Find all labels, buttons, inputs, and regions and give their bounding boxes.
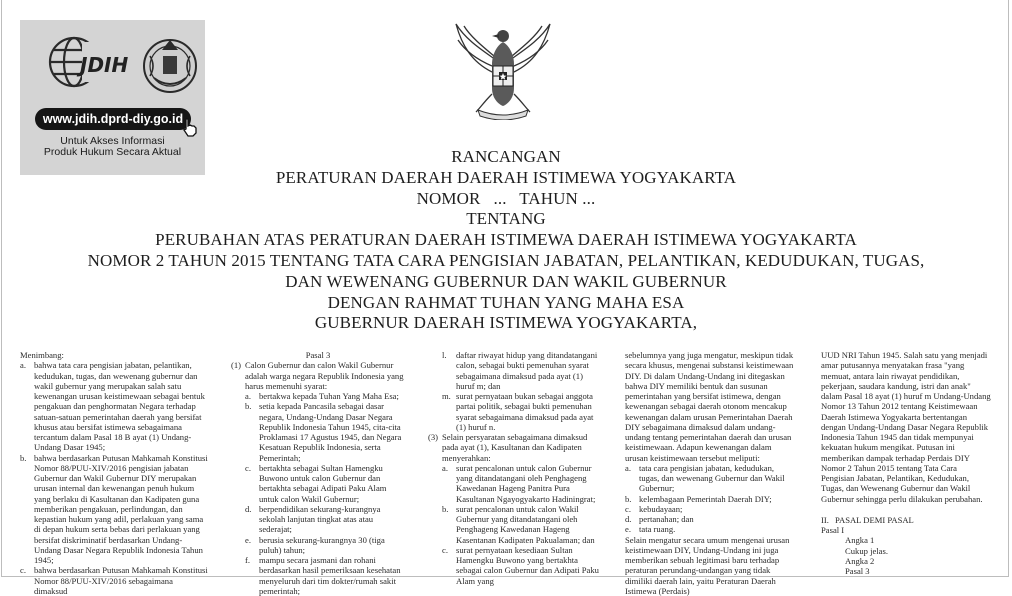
badge-caption-line1: Untuk Akses Informasi	[20, 136, 205, 147]
persyaratan-ayat-3: (3) Selain persyaratan sebagaimana dimaksud pada ayat (1), Kasultanan dan Kadipaten menyerahkan:	[428, 432, 600, 463]
persyaratan-item-c-text: surat pernyataan kesediaan Sultan Hamengku Buwono yang bertakhta sebagai calon Gubernur dan Adipati Paku Alam yang	[456, 545, 599, 586]
persyaratan-list-bottom	[428, 463, 600, 586]
menimbang-item-b-text: bahwa berdasarkan Putusan Mahkamah Konstitusi Nomor 88/PUU-XIV/2016 pengisian jabatan Gubernur dan Wakil Gubernur DIY merupakan urusan internal dan kewenangan penuh hukum yang berlaku di Kasultanan dan Kadipaten guna memberikan pengakuan, perlindungan, dan kepastian hukum yang adil, perlakuan yang sama di depan hukum serta bebas dari perlakuan yang bersifat diskriminatif berdasarkan Undang-Undang Dasar Negara Republik Indonesia Tahun 1945;	[34, 453, 208, 566]
angka-1-label: Angka 1	[821, 535, 991, 545]
angka-1-text: Cukup jelas.	[821, 546, 991, 556]
pasal-3-item-c-text: bertakhta sebagai Sultan Hamengku Buwono untuk calon Gubernur dan bertakhta sebagai Adipati Paku Alam untuk calon Wakil Gubernur;	[259, 463, 386, 504]
heading-gubernur: GUBERNUR DAERAH ISTIMEWA YOGYAKARTA,	[0, 313, 1012, 334]
persyaratan-ayat-3-text: Selain persyaratan sebagaimana dimaksud pada ayat (1), Kasultanan dan Kadipaten menyerahkan:	[442, 432, 587, 463]
penjelasan-item-c: c. kebudayaan;	[625, 504, 795, 514]
penjelasan-item-d: d. pertanahan; dan	[625, 514, 795, 524]
persyaratan-list-top	[428, 350, 600, 432]
pasal-3-item-b: b. setia kepada Pancasila sebagai dasar negara, Undang-Undang Dasar Negara Republik Indonesia Tahun 1945, cita-cita Proklamasi 17 Agustus 1945, dan Negara Kesatuan Republik Indonesia, serta Pemerintah;	[245, 401, 405, 463]
section-pasal-demi-pasal: II. PASAL DEMI PASAL	[821, 515, 991, 525]
pasal-3-item-d: d. berpendidikan sekurang-kurangnya sekolah lanjutan tingkat atas atau sederajat;	[245, 504, 405, 535]
heading-perda: PERATURAN DAERAH DAERAH ISTIMEWA YOGYAKARTA	[0, 168, 1012, 189]
pasal-3-ayat-1: (1) Calon Gubernur dan calon Wakil Gubernur adalah warga negara Republik Indonesia yang harus memenuhi syarat:	[231, 360, 405, 391]
heading-nomor: NOMOR ... TAHUN ...	[0, 189, 1012, 210]
penjelasan-item-a: a. tata cara pengisian jabatan, kedudukan, tugas, dan wewenang Gubernur dan Wakil Gubernur;	[625, 463, 795, 494]
penjelasan-para-1: sebelumnya yang juga mengatur, meskipun tidak secara khusus, mengenai substansi keistimewaan DIY. Di dalam Undang-Undang ini ditegaskan bahwa DIY memiliki bentuk dan susunan pemerintahan yang bersifat istimewa, dengan kewenangan sebagai daerah otonom mencakup kewenangan dalam urusan Pemerintahan Daerah DIY sebagaimana dimaksud dalam undang-undang tentang pemerintahan daerah dan urusan keistimewaan. Adapun kewenangan dalam urusan keistimewaan tersebut meliputi:	[625, 350, 795, 463]
badge-caption-line2: Produk Hukum Secara Aktual	[20, 147, 205, 158]
persyaratan-item-a-text: surat pencalonan untuk calon Gubernur yang ditandatangani oleh Penghageng Kawedanan Hageng Panitra Pura Kasultanan Ngayogyakarto Hadiningrat;	[456, 463, 595, 504]
pasal-3-list	[231, 391, 405, 596]
menimbang-item-b: b. bahwa berdasarkan Putusan Mahkamah Konstitusi Nomor 88/PUU-XIV/2016 pengisian jabatan Gubernur dan Wakil Gubernur DIY merupakan urusan internal dan kewenangan penuh hukum yang berlaku di Kasultanan dan Kadipaten guna memberikan pengakuan, perlindungan, dan kepastian hukum yang adil, perlakuan yang sama di depan hukum serta bebas dari perlakuan yang bersifat diskriminatif berdasarkan Undang-Undang Dasar Negara Republik Indonesia Tahun 1945;	[20, 453, 208, 566]
column-penjelasan	[625, 350, 795, 596]
column-persyaratan	[428, 350, 600, 586]
penjelasan-item-e-text: tata ruang.	[639, 524, 675, 534]
jdih-logo-text: JDIH	[76, 53, 128, 77]
putusan-paragraph: UUD NRI Tahun 1945. Salah satu yang menjadi amar putusannya menyatakan frasa "yang memuat, antara lain riwayat pendidikan, pekerjaan, saudara kandung, istri dan anak" dalam Pasal 18 ayat (1) huruf m Undang-Undang Nomor 13 Tahun 2012 tentang Keistimewaan Daerah Istimewa Yogyakarta bertentangan dengan Undang-Undang Dasar Negara Republik Indonesia Tahun 1945 dan tidak mempunyai kekuatan hukum mengikat. Putusan ini memberikan dampak terhadap Perdais DIY Nomor 2 Tahun 2015 tentang Tata Cara Pengisian Jabatan, Pelantikan, Kedudukan, Tugas, dan Wewenang Gubernur dan Wakil Gubernur sehingga perlu dilakukan perubahan.	[821, 350, 991, 504]
heading-subject-3: DAN WEWENANG GUBERNUR DAN WAKIL GUBERNUR	[0, 272, 1012, 293]
section-pasal-demi-pasal-text: PASAL DEMI PASAL	[835, 515, 914, 525]
heading-rahmat: DENGAN RAHMAT TUHAN YANG MAHA ESA	[0, 293, 1012, 314]
pasal-3-item-a-text: bertakwa kepada Tuhan Yang Maha Esa;	[259, 391, 399, 401]
persyaratan-item-b: b. surat pencalonan untuk calon Wakil Gubernur yang ditandatangani oleh Penghageng Kawedanan Hageng Kasentanan Kadipaten Pakualaman; dan	[442, 504, 600, 545]
menimbang-item-a: a. bahwa tata cara pengisian jabatan, pelantikan, kedudukan, tugas, dan wewenang gubernur dan wakil gubernur yang merupakan salah satu kewenangan urusan keistimewaan sebagai bentuk pengakuan dan penghormatan Negara terhadap satuan-satuan pemerintahan daerah yang bersifat khusus atau bersifat istimewa sebagaimana tercantum dalam Pasal 18 B ayat (1) Undang-Undang Dasar 1945;	[20, 360, 208, 452]
persyaratan-item-b-text: surat pencalonan untuk calon Wakil Gubernur yang ditandatangani oleh Penghageng Kawedanan Hageng Kasentanan Kadipaten Pakualaman; dan	[456, 504, 595, 545]
pasal-3-item-e: e. berusia sekurang-kurangnya 30 (tiga puluh) tahun;	[245, 535, 405, 556]
hand-cursor-icon	[181, 117, 199, 137]
pasal-3-item-f-text: mampu secara jasmani dan rohani berdasarkan hasil pemeriksaan kesehatan menyeluruh dari tim dokter/rumah sakit pemerintah;	[259, 555, 401, 596]
menimbang-item-a-text: bahwa tata cara pengisian jabatan, pelantikan, kedudukan, tugas, dan wewenang gubernur dan wakil gubernur yang merupakan salah satu kewenangan urusan keistimewaan sebagai bentuk pengakuan dan penghormatan Negara terhadap satuan-satuan pemerintahan daerah yang bersifat khusus atau bersifat istimewa sebagaimana tercantum dalam Pasal 18 B ayat (1) Undang-Undang Dasar 1945;	[34, 360, 205, 452]
persyaratan-item-c: c. surat pernyataan kesediaan Sultan Hamengku Buwono yang bertakhta sebagai calon Gubernur dan Adipati Paku Alam yang	[442, 545, 600, 586]
menimbang-item-c: c. bahwa berdasarkan Putusan Mahkamah Konstitusi Nomor 88/PUU-XIV/2016 sebagaimana dimaksud	[20, 565, 208, 596]
persyaratan-item-m: m. surat pernyataan bukan sebagai anggota partai politik, sebagai bukti pemenuhan syarat sebagaimana dimaksud pada ayat (1) huruf n.	[442, 391, 600, 432]
penjelasan-item-e: e. tata ruang.	[625, 524, 795, 534]
persyaratan-item-l: l. daftar riwayat hidup yang ditandatangani calon, sebagai bukti pemenuhan syarat sebagaimana dimaksud pada ayat (1) huruf m; dan	[442, 350, 600, 391]
persyaratan-item-m-text: surat pernyataan bukan sebagai anggota partai politik, sebagai bukti pemenuhan syarat sebagaimana dimaksud pada ayat (1) huruf n.	[456, 391, 593, 432]
pasal-3-item-e-text: berusia sekurang-kurangnya 30 (tiga puluh) tahun;	[259, 535, 385, 555]
penjelasan-item-b: b. kelembagaan Pemerintah Daerah DIY;	[625, 494, 795, 504]
column-menimbang	[20, 350, 208, 596]
pasal-3-title: Pasal 3	[231, 350, 405, 360]
heading-tentang: TENTANG	[0, 209, 1012, 230]
penjelasan-item-d-text: pertanahan; dan	[639, 514, 694, 524]
pasal-3-item-c: c. bertakhta sebagai Sultan Hamengku Buwono untuk calon Gubernur dan bertakhta sebagai Adipati Paku Alam untuk calon Wakil Gubernur;	[245, 463, 405, 504]
heading-subject-2: NOMOR 2 TAHUN 2015 TENTANG TATA CARA PENGISIAN JABATAN, PELANTIKAN, KEDUDUKAN, TUGAS,	[0, 251, 1012, 272]
pasal-3-item-b-text: setia kepada Pancasila sebagai dasar negara, Undang-Undang Dasar Negara Republik Indonesia Tahun 1945, cita-cita Proklamasi 17 Agustus 1945, dan Negara Kesatuan Republik Indonesia, serta Pemerintah;	[259, 401, 401, 462]
column-pasal-3	[231, 350, 405, 596]
jdih-logos	[46, 26, 206, 106]
heading-rancangan: RANCANGAN	[0, 147, 1012, 168]
pasal-3-item-f: f. mampu secara jasmani dan rohani berdasarkan hasil pemeriksaan kesehatan menyeluruh dari tim dokter/rumah sakit pemerintah;	[245, 555, 405, 596]
angka-2-label: Angka 2	[821, 556, 991, 566]
penjelasan-item-a-text: tata cara pengisian jabatan, kedudukan, tugas, dan wewenang Gubernur dan Wakil Gubernur;	[639, 463, 785, 494]
pasal-i-label: Pasal I	[821, 525, 991, 535]
penjelasan-para-2: Selain mengatur secara umum mengenai urusan keistimewaan DIY, Undang-Undang ini juga memberikan sebuah legitimasi baru terhadap peraturan perundang-undangan yang tidak dimiliki daerah lain, yaitu Peraturan Daerah Istimewa (Perdais)	[625, 535, 795, 596]
pasal-3-item-d-text: berpendidikan sekurang-kurangnya sekolah lanjutan tingkat atas atau sederajat;	[259, 504, 380, 535]
column-pasal-demi-pasal	[821, 350, 991, 576]
menimbang-label: Menimbang:	[20, 350, 208, 360]
jdih-url[interactable]: www.jdih.dprd-diy.go.id	[35, 108, 191, 130]
penjelasan-item-b-text: kelembagaan Pemerintah Daerah DIY;	[639, 494, 772, 504]
penjelasan-item-c-text: kebudayaan;	[639, 504, 682, 514]
persyaratan-item-l-text: daftar riwayat hidup yang ditandatangani calon, sebagai bukti pemenuhan syarat sebagaimana dimaksud pada ayat (1) huruf m; dan	[456, 350, 597, 391]
document-heading	[0, 147, 1012, 334]
menimbang-item-c-text: bahwa berdasarkan Putusan Mahkamah Konstitusi Nomor 88/PUU-XIV/2016 sebagaimana dimaksud	[34, 565, 208, 596]
pasal-3-ayat-1-text: Calon Gubernur dan calon Wakil Gubernur adalah warga negara Republik Indonesia yang harus memenuhi syarat:	[245, 360, 404, 391]
garuda-emblem-icon	[452, 16, 554, 120]
pasal-3-item-a: a. bertakwa kepada Tuhan Yang Maha Esa;	[245, 391, 405, 401]
heading-subject-1: PERUBAHAN ATAS PERATURAN DAERAH ISTIMEWA DAERAH ISTIMEWA YOGYAKARTA	[0, 230, 1012, 251]
seal-icon	[144, 40, 196, 92]
persyaratan-item-a: a. surat pencalonan untuk calon Gubernur yang ditandatangani oleh Penghageng Kawedanan Hageng Panitra Pura Kasultanan Ngayogyakarto Hadiningrat;	[442, 463, 600, 504]
pasal-3-label: Pasal 3	[821, 566, 991, 576]
